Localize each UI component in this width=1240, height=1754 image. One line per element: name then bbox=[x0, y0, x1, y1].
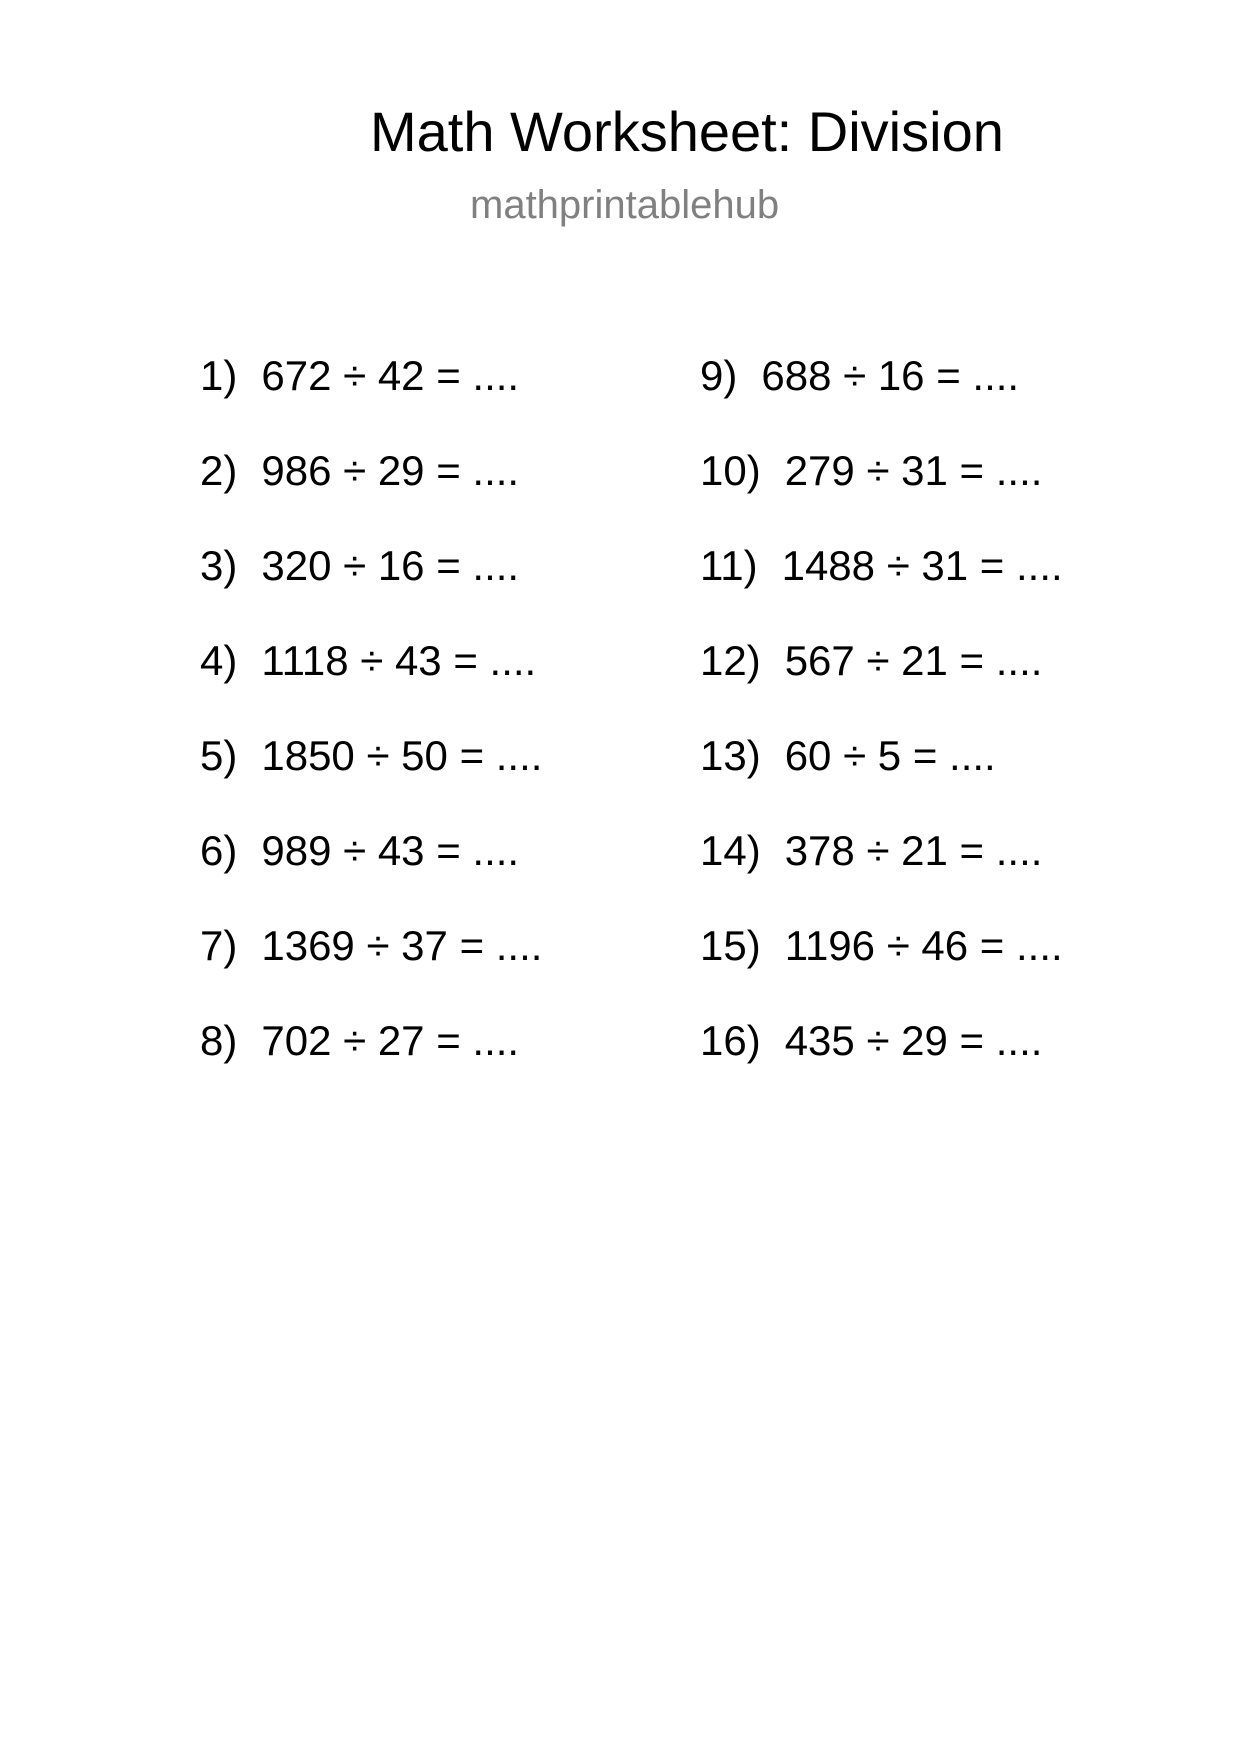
problem-item bbox=[700, 922, 1063, 1017]
problem-expression: 435 ÷ 29 = .... bbox=[784, 1017, 1043, 1064]
problem-item bbox=[200, 637, 542, 732]
problems-right-column bbox=[700, 352, 1063, 1112]
problem-number: 10) bbox=[700, 447, 761, 494]
problem-expression: 320 ÷ 16 = .... bbox=[261, 542, 520, 589]
problem-number: 13) bbox=[700, 732, 761, 779]
problem-item bbox=[200, 1017, 542, 1112]
problem-number: 16) bbox=[700, 1017, 761, 1064]
problem-expression: 688 ÷ 16 = .... bbox=[761, 352, 1020, 399]
page-subtitle: mathprintablehub bbox=[470, 183, 780, 227]
problem-expression: 1196 ÷ 46 = .... bbox=[784, 922, 1063, 969]
problem-expression: 378 ÷ 21 = .... bbox=[784, 827, 1043, 874]
problem-expression: 672 ÷ 42 = .... bbox=[261, 352, 520, 399]
problem-expression: 1118 ÷ 43 = .... bbox=[261, 637, 537, 684]
problem-item bbox=[200, 352, 542, 447]
problem-number: 1) bbox=[200, 352, 238, 399]
problem-expression: 60 ÷ 5 = .... bbox=[784, 732, 996, 779]
problem-number: 9) bbox=[700, 352, 738, 399]
problem-number: 3) bbox=[200, 542, 238, 589]
page-title: Math Worksheet: Division bbox=[370, 100, 1004, 163]
problem-number: 14) bbox=[700, 827, 761, 874]
problem-number: 5) bbox=[200, 732, 238, 779]
problem-expression: 279 ÷ 31 = .... bbox=[784, 447, 1043, 494]
problem-item bbox=[700, 637, 1063, 732]
problem-number: 2) bbox=[200, 447, 238, 494]
problem-expression: 989 ÷ 43 = .... bbox=[261, 827, 520, 874]
problem-number: 8) bbox=[200, 1017, 238, 1064]
problem-expression: 1369 ÷ 37 = .... bbox=[261, 922, 543, 969]
problem-expression: 1488 ÷ 31 = .... bbox=[781, 542, 1063, 589]
problem-number: 4) bbox=[200, 637, 238, 684]
problem-item bbox=[200, 732, 542, 827]
problem-item bbox=[200, 827, 542, 922]
problem-item bbox=[700, 447, 1063, 542]
problem-number: 12) bbox=[700, 637, 761, 684]
problem-number: 7) bbox=[200, 922, 238, 969]
problem-item bbox=[200, 542, 542, 637]
problem-item bbox=[700, 352, 1063, 447]
problem-item bbox=[700, 1017, 1063, 1112]
problem-expression: 986 ÷ 29 = .... bbox=[261, 447, 520, 494]
problem-number: 11) bbox=[700, 542, 758, 589]
problem-expression: 567 ÷ 21 = .... bbox=[784, 637, 1043, 684]
problem-item bbox=[700, 542, 1063, 637]
problem-item bbox=[200, 447, 542, 542]
problem-number: 15) bbox=[700, 922, 761, 969]
problem-item bbox=[200, 922, 542, 1017]
problems-left-column bbox=[200, 352, 542, 1112]
problem-item bbox=[700, 732, 1063, 827]
problem-item bbox=[700, 827, 1063, 922]
problem-expression: 702 ÷ 27 = .... bbox=[261, 1017, 520, 1064]
problem-expression: 1850 ÷ 50 = .... bbox=[261, 732, 543, 779]
problem-number: 6) bbox=[200, 827, 238, 874]
